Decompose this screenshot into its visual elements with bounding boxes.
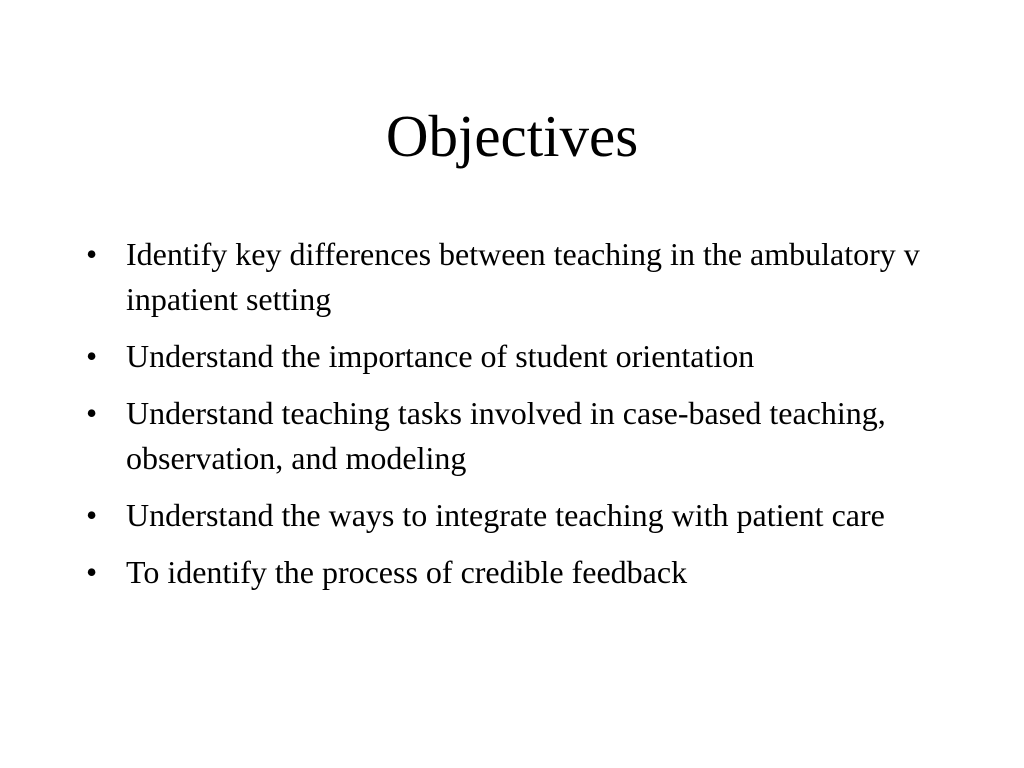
- list-item-text: Understand the importance of student orientation: [126, 338, 755, 374]
- list-item-text: Understand the ways to integrate teaching with patient care: [126, 497, 885, 533]
- list-item: [86, 493, 946, 538]
- bullet-icon: •: [86, 236, 98, 272]
- list-item: [86, 550, 946, 595]
- list-item-text: To identify the process of credible feedback: [126, 554, 688, 590]
- list-item-text: Identify key differences between teaching in the ambulatory v inpatient setting: [126, 236, 920, 317]
- bullet-icon: •: [86, 497, 98, 533]
- list-item: [86, 391, 946, 481]
- bullet-icon: •: [86, 395, 98, 431]
- objectives-list: [86, 232, 946, 607]
- slide-title: Objectives: [385, 103, 639, 169]
- list-item: [86, 232, 946, 322]
- bullet-icon: •: [86, 338, 98, 374]
- list-item-text: Understand teaching tasks involved in case-based teaching, observation, and modeling: [126, 395, 886, 476]
- bullet-icon: •: [86, 554, 98, 590]
- list-item: [86, 334, 946, 379]
